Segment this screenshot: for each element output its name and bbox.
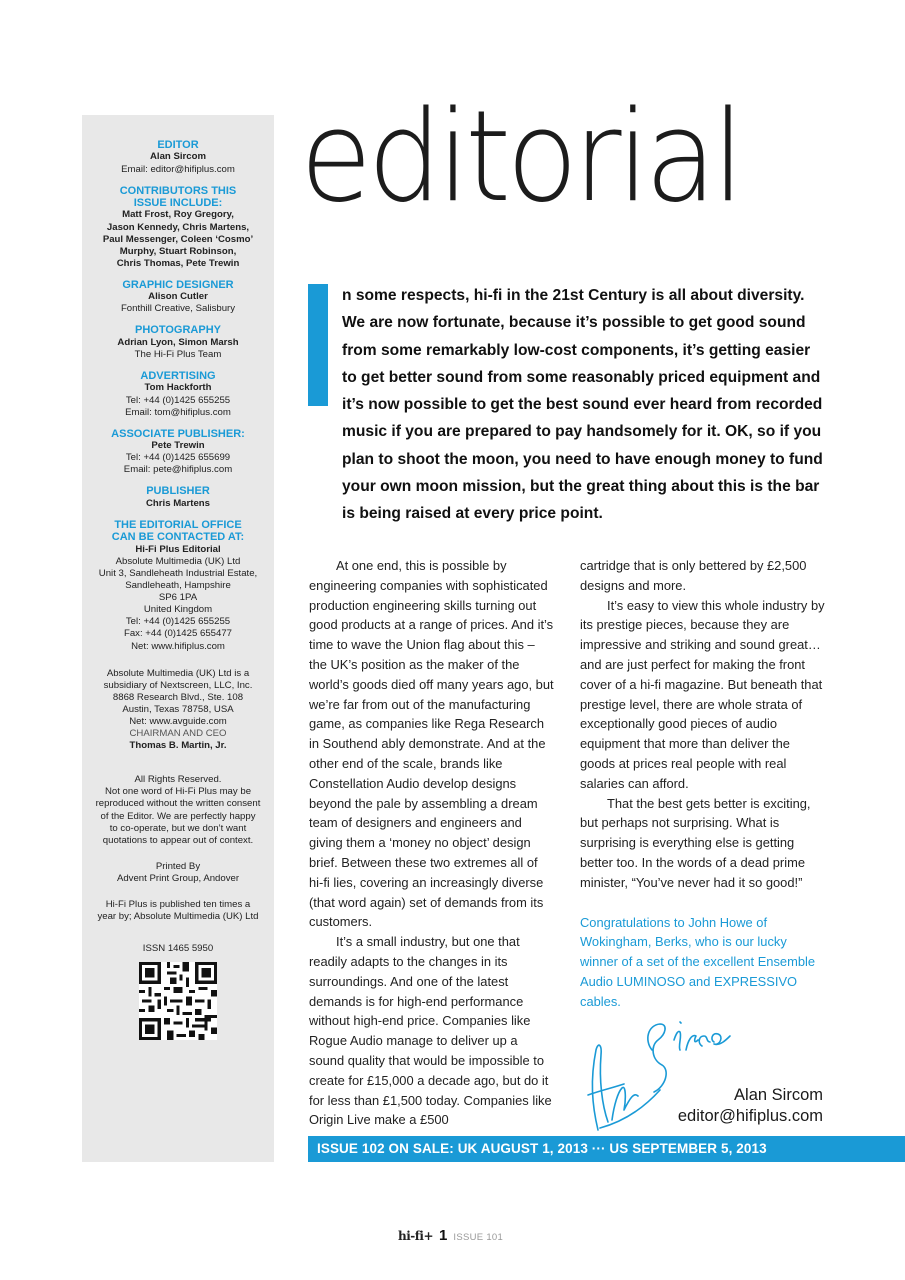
- published-line: year by; Absolute Multimedia (UK) Ltd: [97, 911, 259, 923]
- masthead-editor: [82, 139, 274, 176]
- footer-issue-label: ISSUE 101: [453, 1232, 504, 1243]
- hifi-plus-logo: hi-fi+: [398, 1229, 434, 1243]
- rights-line: reproduced without the written consent: [95, 798, 261, 810]
- rights-line: All Rights Reserved.: [134, 774, 222, 786]
- lead-rest-text: We are now fortunate, because it’s possible to get good sound from some remarkably low-cost components, it’s getting easier to get better sound from some reasonably priced equipment and it’s now possible to get the best sound ever heard from recorded music if you are prepared to pay handsomely for it. OK, so if you plan to shoot the moon, you need to have enough money to fund your own moon mission, but the great thing about this is the bar is being raised at every price point.: [342, 314, 823, 523]
- printer-line: Advent Print Group, Andover: [116, 872, 240, 884]
- drop-cap-bar: [308, 284, 328, 406]
- issue-on-sale-banner: ISSUE 102 ON SALE: UK AUGUST 1, 2013 ··· US SEPTEMBER 5, 2013: [308, 1136, 905, 1162]
- body-paragraph: It’s easy to view this whole industry by its prestige pieces, because they are impressive and striking and sound great… and are just perfect for making the front cover of a hi-fi magazine. But beneath that prestige level, there are whole strata of exceptionally good pieces of audio equipment that more than deliver the goods at prices real people with real salaries can afford.: [580, 597, 825, 791]
- contributors-heading: ISSUE INCLUDE:: [133, 197, 223, 209]
- body-column-2: [580, 556, 828, 1012]
- office-line: United Kingdom: [143, 604, 213, 616]
- advertising-name: Tom Hackforth: [144, 382, 212, 394]
- qr-code-icon: [139, 962, 217, 1040]
- subsidiary-line: subsidiary of Nextscreen, LLC, Inc.: [103, 679, 253, 691]
- published-line: Hi-Fi Plus is published ten times a: [105, 899, 251, 910]
- contributor-line: Paul Messenger, Coleen ‘Cosmo’: [102, 233, 254, 245]
- associate-email: Email: pete@hifiplus.com: [123, 464, 233, 476]
- photography-detail: The Hi-Fi Plus Team: [134, 348, 222, 360]
- office-line: Unit 3, Sandleheath Industrial Estate,: [98, 567, 258, 579]
- masthead-designer: [82, 279, 274, 316]
- congratulations-note: Congratulations to John Howe of Wokingham, Berks, who is our lucky winner of a set of the excellent Ensemble Audio LUMINOSO and EXPRESSIVO cables.: [580, 914, 816, 1009]
- page-title: editorial: [300, 83, 740, 230]
- designer-heading: GRAPHIC DESIGNER: [122, 278, 234, 291]
- rights-line: of the Editor. We are perfectly happy: [100, 810, 256, 822]
- rights-line: to co-operate, but we don’t want: [109, 822, 247, 834]
- masthead-published: [82, 899, 274, 923]
- masthead-sidebar: [82, 115, 274, 1162]
- subsidiary-line: Absolute Multimedia (UK) Ltd is a: [106, 667, 250, 679]
- lead-first-line: n some respects, hi-fi in the 21st Century is all about diversity.: [342, 287, 805, 304]
- masthead-publisher: [82, 485, 274, 510]
- office-line: Sandleheath, Hampshire: [125, 580, 231, 592]
- signature-block: [678, 1085, 823, 1127]
- office-heading: CAN BE CONTACTED AT:: [111, 531, 245, 544]
- issn: ISSN 1465 5950: [142, 943, 214, 955]
- contributors-heading: CONTRIBUTORS THIS: [119, 184, 237, 197]
- editor-heading: EDITOR: [157, 139, 199, 151]
- office-line: Tel: +44 (0)1425 655255: [125, 616, 231, 628]
- contributor-line: Matt Frost, Roy Gregory,: [122, 209, 234, 221]
- office-name: Hi-Fi Plus Editorial: [135, 543, 221, 555]
- subsidiary-line: Net: www.avguide.com: [129, 715, 227, 727]
- page-footer: [398, 1227, 503, 1245]
- publisher-heading: PUBLISHER: [146, 485, 210, 498]
- masthead-advertising: [82, 370, 274, 419]
- contributor-line: Chris Thomas, Pete Trewin: [116, 257, 240, 269]
- publisher-name: Chris Martens: [146, 497, 210, 509]
- advertising-email: Email: tom@hifiplus.com: [125, 406, 231, 418]
- photography-names: Adrian Lyon, Simon Marsh: [117, 336, 239, 348]
- body-paragraph: That the best gets better is exciting, but perhaps not surprising. What is surprising is everything else is getting better too. In the words of a dead prime minister, “You’ve never had it so good!”: [580, 795, 811, 890]
- advertising-tel: Tel: +44 (0)1425 655255: [125, 394, 231, 406]
- office-line: Net: www.hifiplus.com: [131, 640, 225, 652]
- contributor-line: Murphy, Stuart Robinson,: [119, 245, 237, 257]
- body-paragraph: At one end, this is possible by engineering companies with sophisticated production engineering skills turning out good products at a range of prices. And it’s time to wave the Union flag about this – the UK’s position as the maker of the world’s goods died off many years ago, but we’re far from out of the manufacturing game, as companies like Rega Research in Southend ably demonstrate. And at the other end of the scale, brands like Constellation Audio develop designs beyond the pale by assembling a dream team of designers and engineers and giving them a ‘money no object’ design brief. Between these two extremes all of hi-fi lies, covering an increasingly diverse (that word again) set of demands from its customers.: [309, 558, 554, 930]
- associate-name: Pete Trewin: [151, 440, 205, 452]
- masthead-printer: [82, 861, 274, 885]
- masthead-issn: [82, 943, 274, 1040]
- office-line: SP6 1PA: [158, 592, 198, 604]
- subsidiary-line: Austin, Texas 78758, USA: [122, 703, 234, 715]
- advertising-heading: ADVERTISING: [140, 370, 216, 383]
- lead-text: [308, 282, 828, 528]
- page-number: 1: [439, 1227, 448, 1244]
- signature-name: Alan Sircom: [734, 1086, 823, 1104]
- masthead-rights: [82, 774, 274, 847]
- body-column-1: [309, 556, 555, 1130]
- rights-line: Not one word of Hi-Fi Plus may be: [104, 786, 252, 798]
- photography-heading: PHOTOGRAPHY: [135, 324, 221, 337]
- office-heading: THE EDITORIAL OFFICE: [114, 518, 242, 531]
- ceo-name: Thomas B. Martin, Jr.: [129, 740, 227, 752]
- body-paragraph: cartridge that is only bettered by £2,500 designs and more.: [580, 558, 807, 593]
- ceo-role: CHAIRMAN AND CEO: [129, 728, 227, 740]
- office-line: Fax: +44 (0)1425 655477: [123, 628, 232, 640]
- body-paragraph: It’s a small industry, but one that readily adapts to the changes in its surroundings. And one of the latest demands is for high-end performance without high-end price. Companies like Rogue Audio manage to deliver up a sound quality that would be impossible to create for £15,000 a decade ago, but do it for less than £1,500 today. Companies like Origin Live make a £500: [309, 934, 552, 1128]
- editor-email: Email: editor@hifiplus.com: [121, 163, 235, 175]
- masthead-subsidiary: [82, 668, 274, 753]
- masthead-office: [82, 519, 274, 653]
- office-line: Absolute Multimedia (UK) Ltd: [115, 555, 241, 567]
- subsidiary-line: 8868 Research Blvd., Ste. 108: [112, 691, 244, 703]
- contributor-line: Jason Kennedy, Chris Martens,: [106, 221, 250, 233]
- masthead-photography: [82, 324, 274, 361]
- masthead-associate-publisher: [82, 428, 274, 477]
- rights-line: quotations to appear out of context.: [102, 834, 254, 846]
- associate-heading: ASSOCIATE PUBLISHER:: [111, 427, 245, 440]
- signature-email: editor@hifiplus.com: [677, 1107, 823, 1125]
- printer-line: Printed By: [155, 860, 201, 872]
- masthead-contributors: [82, 185, 274, 270]
- associate-tel: Tel: +44 (0)1425 655699: [125, 452, 231, 464]
- designer-detail: Fonthill Creative, Salisbury: [120, 303, 236, 315]
- designer-name: Alison Cutler: [148, 291, 208, 303]
- lead-paragraph: [308, 282, 828, 528]
- editor-name: Alan Sircom: [150, 151, 206, 163]
